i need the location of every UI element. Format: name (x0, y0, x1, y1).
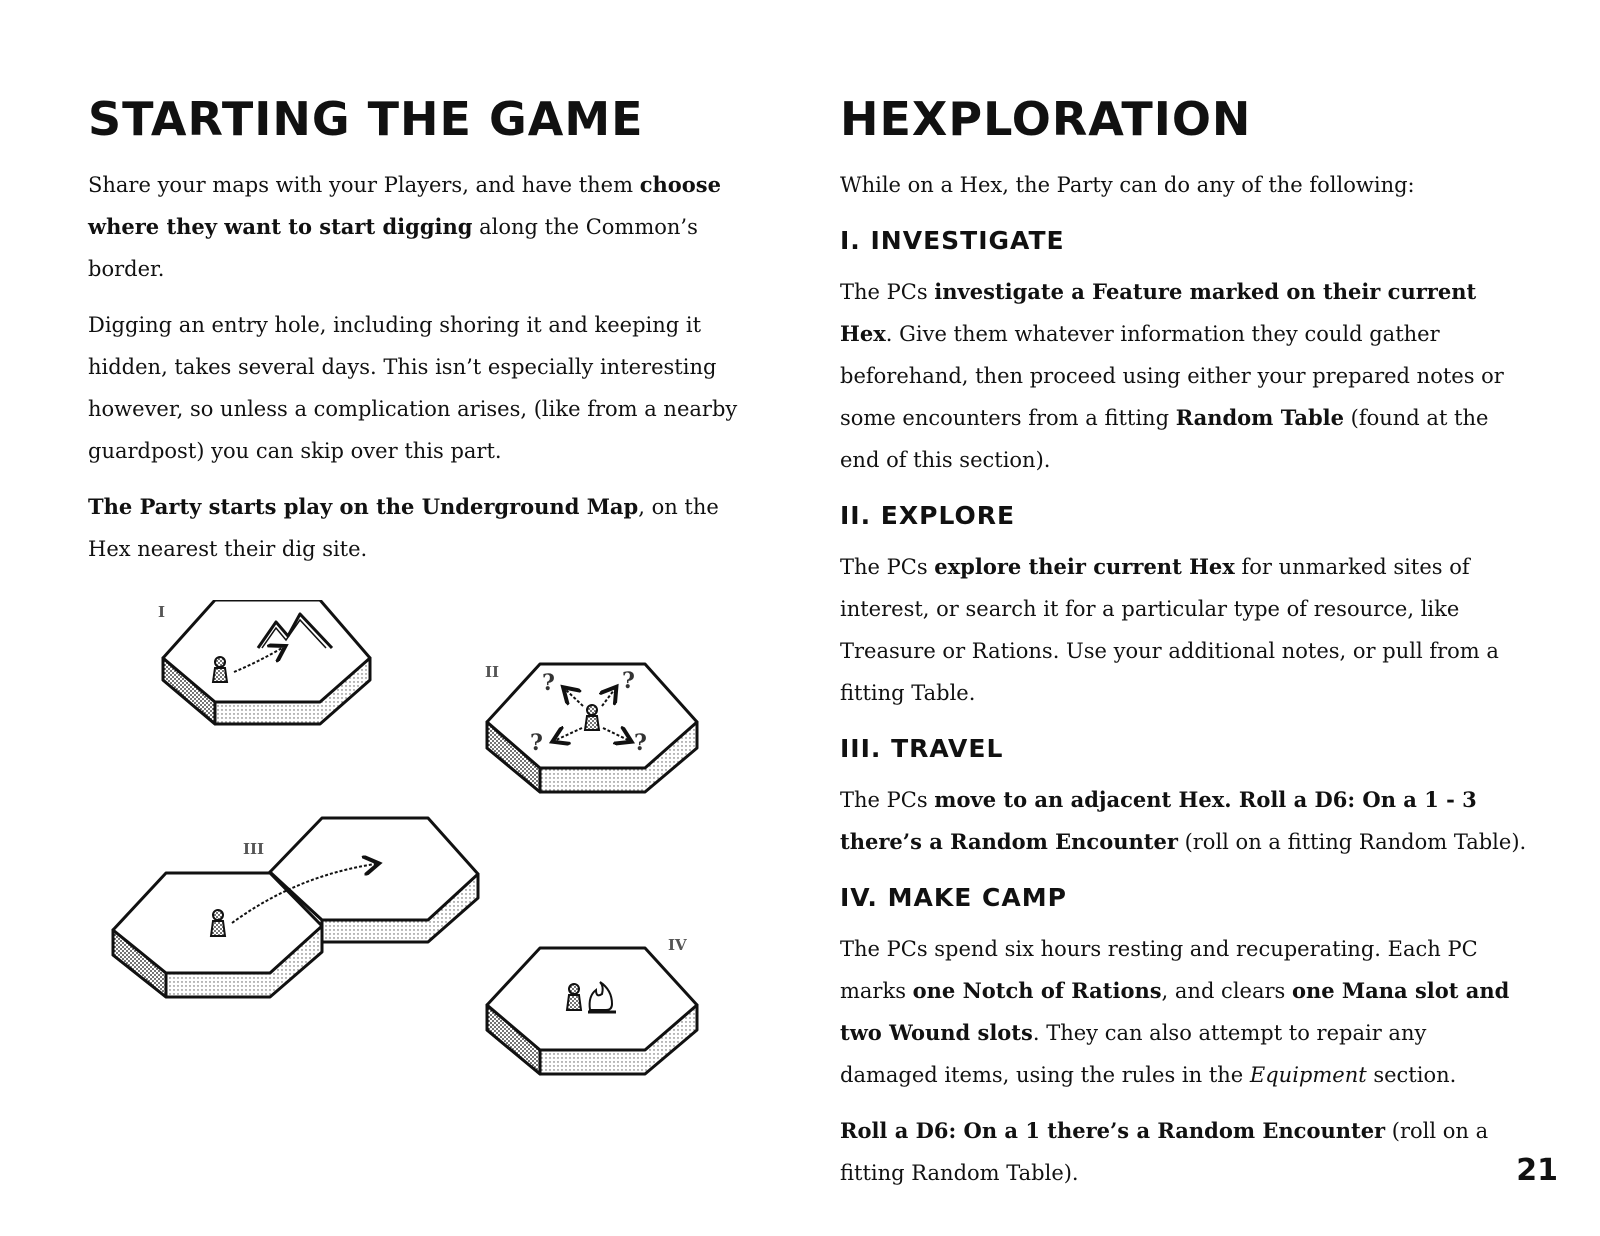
question-mark-icon: ? (622, 668, 635, 694)
paragraph-intro: While on a Hex, the Party can do any of the following: (840, 173, 1415, 197)
paragraph-share-maps: Share your maps with your Players, and have them choose where they want to start digging along the Common’s border. (88, 172, 721, 281)
label-numeral-1: I (158, 603, 166, 621)
heading-explore: II. EXPLORE (840, 501, 1016, 530)
hex-tile-3 (113, 818, 478, 997)
label-numeral-4: IV (668, 936, 687, 954)
paragraph-camp-encounter: Roll a D6: On a 1 there’s a Random Encounter (roll on a fitting Random Table). (840, 1118, 1489, 1185)
question-mark-icon: ? (530, 730, 543, 756)
paragraph-investigate: The PCs investigate a Feature marked on their current Hex. Give them whatever information they could gather beforehand, then proceed using either your prepared notes or some encounters from a fitting Random Table (found at the end of this section). (840, 279, 1504, 472)
question-mark-icon: ? (542, 670, 555, 696)
left-column (88, 88, 768, 584)
page-title-starting-the-game: STARTING THE GAME (88, 92, 644, 146)
heading-investigate: I. INVESTIGATE (840, 226, 1065, 255)
hex-tile-1 (163, 600, 370, 724)
right-column (840, 88, 1530, 1208)
page-title-hexploration: HEXPLORATION (840, 92, 1252, 146)
page-number: 21 (1516, 1153, 1558, 1188)
heading-travel: III. TRAVEL (840, 734, 1004, 763)
paragraph-party-starts: The Party starts play on the Underground Map, on the Hex nearest their dig site. (88, 494, 719, 561)
heading-make-camp: IV. MAKE CAMP (840, 883, 1067, 912)
question-mark-icon: ? (634, 730, 647, 756)
paragraph-explore: The PCs explore their current Hex for unmarked sites of interest, or search it for a particular type of resource, like Treasure or Rations. Use your additional notes, or pull from a fitting Table. (840, 554, 1499, 705)
label-numeral-2: II (485, 663, 500, 681)
paragraph-travel: The PCs move to an adjacent Hex. Roll a D6: On a 1 - 3 there’s a Random Encounter (roll on a fitting Random Table). (840, 787, 1527, 854)
paragraph-digging: Digging an entry hole, including shoring it and keeping it hidden, takes several days. This isn’t especially interesting however, so unless a complication arises, (like from a nearby guardpost) you can skip over this part. (88, 313, 738, 463)
label-numeral-3: III (243, 840, 265, 858)
paragraph-make-camp: The PCs spend six hours resting and recuperating. Each PC marks one Notch of Rations, and clears one Mana slot and two Wound slots. They can also attempt to repair any damaged items, using the rules in the Equipment section. (840, 937, 1510, 1087)
hex-illustration (100, 600, 740, 1120)
